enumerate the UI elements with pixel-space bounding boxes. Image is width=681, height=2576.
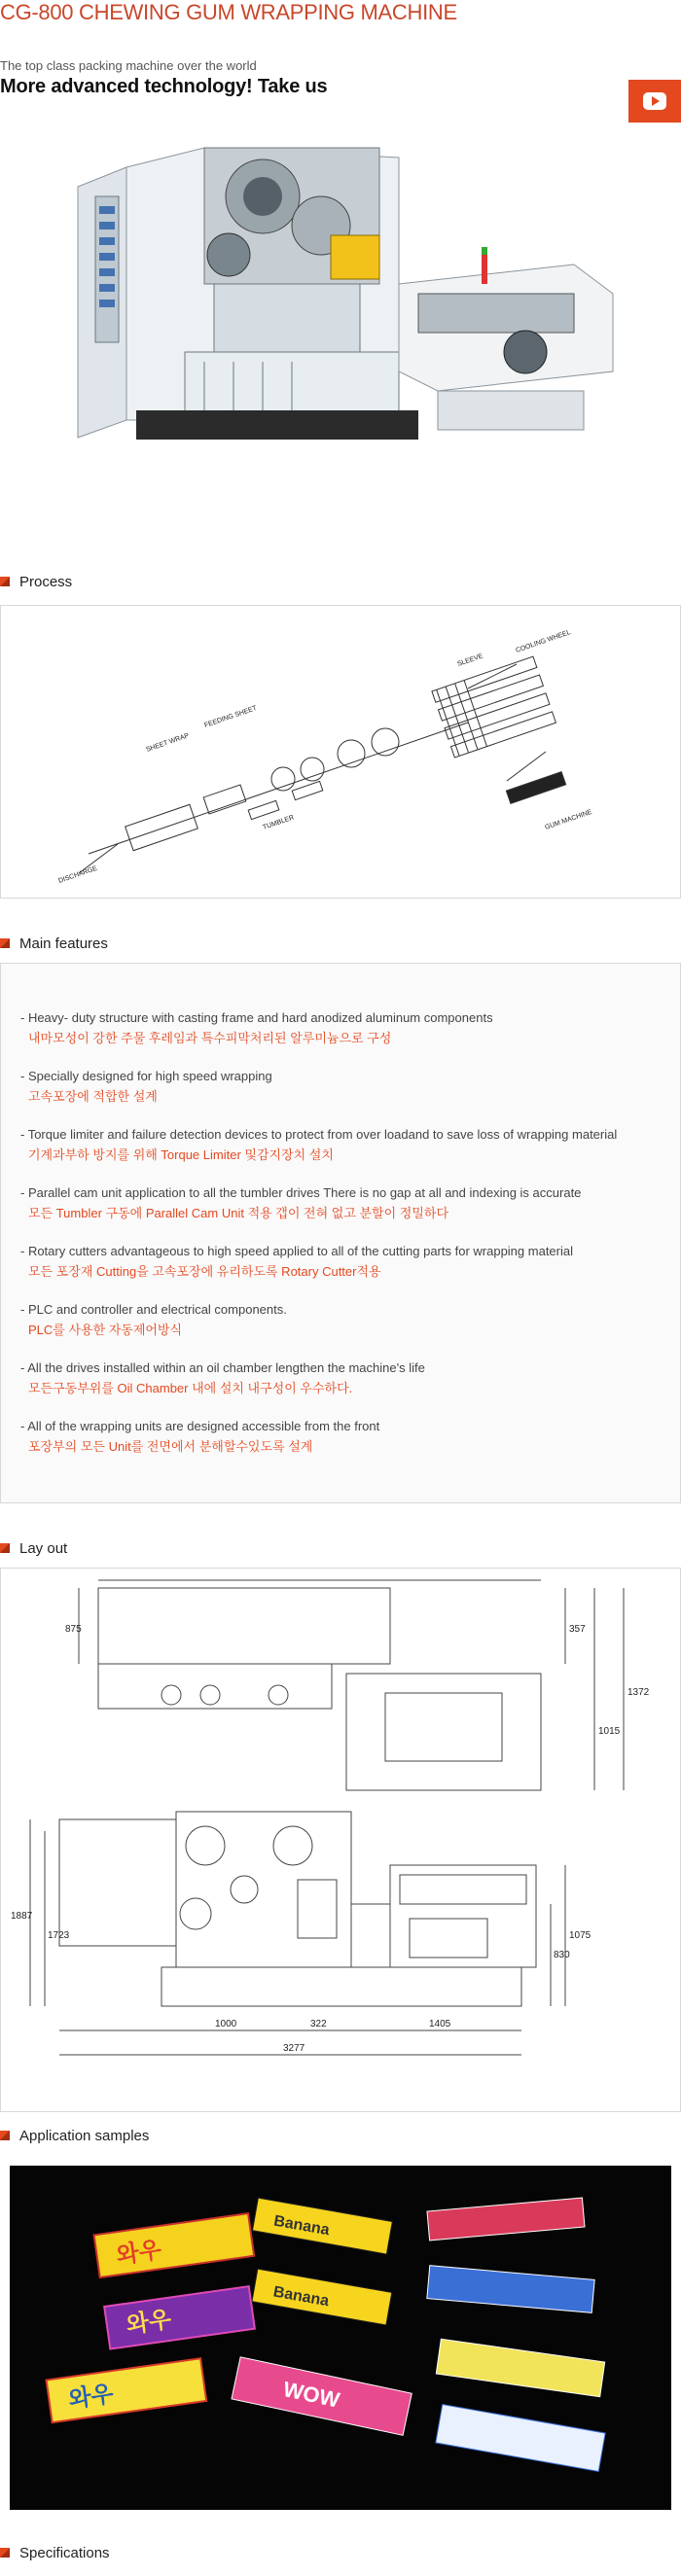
section-bullet-icon	[0, 577, 10, 586]
label-tumbler: TUMBLER	[262, 814, 296, 831]
section-title: Specifications	[19, 2544, 110, 2561]
feature-item	[20, 1067, 672, 1125]
section-title: Application samples	[19, 2127, 150, 2144]
sample-label-wow: WOW	[280, 2377, 342, 2413]
section-bullet-icon	[0, 938, 10, 948]
feature-ko: PLC를 사용한 자동제어방식	[28, 1323, 183, 1337]
section-specs-heading	[0, 2543, 110, 2562]
layout-drawing	[1, 1569, 680, 2111]
dim-830: 830	[554, 1950, 570, 1960]
feature-item	[20, 1008, 672, 1067]
label-sheet-wrap: SHEET WRAP	[145, 732, 191, 754]
feature-en: - All the drives installed within an oil chamber lengthen the machine's life	[20, 1360, 425, 1375]
feature-en: - PLC and controller and electrical components.	[20, 1302, 287, 1317]
youtube-play-icon	[643, 92, 666, 110]
features-list	[20, 1008, 672, 1475]
dim-357: 357	[569, 1624, 586, 1635]
dim-1405: 1405	[429, 2019, 451, 2029]
feature-item	[20, 1359, 672, 1417]
dim-1372: 1372	[627, 1687, 650, 1698]
dim-322: 322	[310, 2019, 327, 2029]
machine-photo	[68, 128, 642, 469]
feature-item	[20, 1183, 672, 1242]
section-title: Main features	[19, 935, 108, 952]
feature-en: - Heavy- duty structure with casting frame and hard anodized aluminum components	[20, 1010, 493, 1025]
features-box	[0, 963, 681, 1503]
section-features-heading	[0, 934, 108, 953]
sample-label-yuyu-3: 와우	[66, 2381, 116, 2414]
section-process-heading	[0, 572, 72, 591]
feature-item	[20, 1242, 672, 1300]
feature-item	[20, 1417, 672, 1475]
section-samples-heading	[0, 2126, 149, 2145]
tagline: The top class packing machine over the world	[0, 58, 257, 73]
feature-en: - Parallel cam unit application to all the tumbler drives There is no gap at all and indexing is accurate	[20, 1185, 582, 1200]
label-gum-machine: GUM MACHINE	[544, 808, 593, 831]
feature-en: - All of the wrapping units are designed accessible from the front	[20, 1419, 380, 1433]
dim-3277: 3277	[283, 2043, 305, 2054]
feature-ko: 기계과부하 방지를 위해 Torque Limiter 및감지장치 설치	[28, 1147, 334, 1162]
dim-1015: 1015	[598, 1726, 621, 1737]
feature-en: - Torque limiter and failure detection devices to protect from over loadand to save loss of wrapping material	[20, 1127, 618, 1142]
dim-1000: 1000	[215, 2019, 237, 2029]
process-diagram-box	[0, 605, 681, 899]
section-layout-heading	[0, 1538, 67, 1558]
feature-ko: 모든 Tumbler 구동에 Parallel Cam Unit 적용 갭이 전혀 없고 분할이 정밀하다	[28, 1206, 449, 1220]
sample-label-banana-1: Banana	[272, 2212, 331, 2240]
dim-1723: 1723	[48, 1930, 70, 1941]
page-title: CG-800 CHEWING GUM WRAPPING MACHINE	[0, 0, 457, 24]
label-cooling-wheel: COOLING WHEEL	[515, 629, 572, 654]
samples-image	[10, 2166, 671, 2510]
headline: More advanced technology! Take us	[0, 76, 328, 97]
feature-item	[20, 1125, 672, 1183]
feature-ko: 고속포장에 적합한 설계	[28, 1089, 158, 1104]
layout-drawing-box	[0, 1568, 681, 2112]
feature-en: - Specially designed for high speed wrapping	[20, 1069, 272, 1083]
video-play-button[interactable]	[628, 80, 681, 123]
section-bullet-icon	[0, 1543, 10, 1553]
dim-1887: 1887	[11, 1911, 33, 1922]
feature-ko: 포장부의 모든 Unit를 전면에서 분해할수있도록 설계	[28, 1439, 313, 1454]
feature-ko: 내마모성이 강한 주물 후레임과 특수피막처리된 알루미늄으로 구성	[28, 1031, 392, 1045]
sample-label-banana-2: Banana	[271, 2283, 331, 2311]
section-title: Lay out	[19, 1539, 68, 1557]
section-bullet-icon	[0, 2548, 10, 2558]
section-title: Process	[19, 573, 73, 590]
process-diagram	[1, 606, 680, 898]
sample-label-yuyu-1: 와우	[114, 2237, 163, 2270]
feature-ko: 모든 포장재 Cutting을 고속포장에 유리하도록 Rotary Cutter적용	[28, 1264, 381, 1279]
label-feeding-sheet: FEEDING SHEET	[203, 704, 258, 729]
feature-item	[20, 1300, 672, 1359]
section-bullet-icon	[0, 2131, 10, 2140]
label-sleeve: SLEEVE	[456, 653, 484, 668]
label-discharge: DISCHARGE	[57, 865, 99, 885]
dim-1075: 1075	[569, 1930, 591, 1941]
dim-875: 875	[65, 1624, 82, 1635]
sample-label-yuyu-2: 와우	[125, 2306, 173, 2339]
feature-ko: 모든구동부위를 Oil Chamber 내에 설치 내구성이 우수하다.	[28, 1381, 353, 1395]
feature-en: - Rotary cutters advantageous to high speed applied to all of the cutting parts for wrapping material	[20, 1244, 573, 1258]
samples-photo	[10, 2166, 671, 2510]
